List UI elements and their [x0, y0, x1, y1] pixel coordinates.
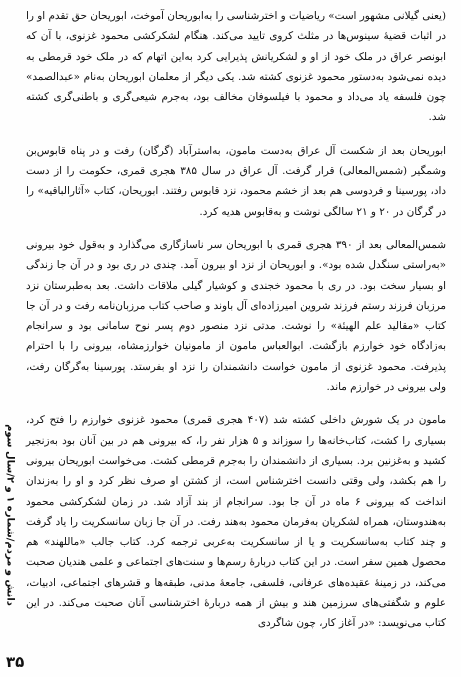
running-footer-strip	[2, 390, 18, 640]
paragraph-3: شمس‌المعالی بعد از ۳۹۰ هجری قمری با ابوریحان سر ناسازگاری می‌گذارد و به‌قول خود بیرونی «به‌راستی سنگدل شده بود». و ابوریحان از نزد او بیرون آمد. چندی در ری بود و در آن جا زندگی او بسیار سخت بود. در ری با محمود خجندی و کوشیار گیلی ملاقات داشت. بعد به‌طبرستان نزد مرزبان فرزند رستم فرزند شروین امیرزاده‌ای آل باوند و صاحب کتاب مرزبان‌نامه رفت و در آن جا کتاب «مقالید علم الهیئة» را نوشت. مدتی نزد منصور دوم پسر نوح سامانی بود و سرانجام به‌زادگاه خود خوارزم بازگشت. ابوالعباس مامون از مامونیان خوارزمشاه، بیرونی را با احترام پذیرفت. محمود غزنوی از مامون خواست دانشمندان را نزد او بفرستد. پورسینا به‌گرگان رفت، ولی بیرونی در خوارزم ماند.	[26, 238, 446, 394]
paragraph-2: ابوریحان بعد از شکست آل عراق به‌دست مامون، به‌استرآباد (گرگان) رفت و در پناه قابوس‌بن وشمگیر (شمس‌المعالی) قرار گرفت. آل عراق در سال ۳۸۵ هجری قمری، حکومت را از دست داد، پورسینا و فردوسی هم بعد از خشم محمود، نزد قابوس رفتند. ابوریحان، کتاب «آثارالباقیه» را در گرگان در ۲۰ و ۲۱ سالگی نوشت و به‌قابوس هدیه کرد.	[26, 144, 446, 218]
paragraph-1: (یعنی گیلانی مشهور است» ریاضیات و اخترشناسی را به‌ابوریحان آموخت، ابوریحان حق تقدم او را در اثبات قضیهٔ سینوس‌ها در مثلث کروی تایید می‌کند. هنگام لشکرکشی محمود غزنوی، با آن که ابونصر عراق در ملک خود از او و لشکریانش پذیرایی کرد به‌این اتهام که در ملک خود قرمطی به دیده نمی‌شود به‌دستور محمود غزنوی کشته شد. یکی دیگر از معلمان ابوریحان به‌نام «عبدالصمد» چون فلسفه یاد می‌داد و محمود با فیلسوفان مخالف بود، به‌جرم شیعی‌گری و باطنی‌گری کشته شد.	[26, 10, 446, 124]
paragraph-4: مامون در یک شورش داخلی کشته شد (۴۰۷ هجری قمری) محمود غزنوی خوارزم را فتح کرد، بسیاری را کشت، کتاب‌خانه‌ها را سوزاند و ۵ هزار نفر را، که بیرونی هم در بین آنان بود به‌زنجیر کشید و به‌غزنین برد. بسیاری از دانشمندان را به‌جرم قرمطی کشت. می‌خواست ابوریحان بیرونی را هم بکشد، ولی وقتی دانست اخترشناس است، از کشتن او صرف نظر کرد و او را به‌زندان انداخت که بیرونی ۶ ماه در آن جا بود. سرانجام از بند آزاد شد. در زمان لشکرکشی محمود به‌هندوستان، همراه لشکریان به‌فرمان محمود به‌هند رفت. در آن جا زبان سانسکریت را یاد گرفت و چند کتاب به‌سانسکریت و یا از سانسکریت به‌عربی ترجمه کرد. کتاب جالب «ماللهند» هم محصول همین سفر است. در این کتاب دربارهٔ رسم‌ها و سنت‌های اجتماعی و علمی هندیان صحبت می‌کند، در زمینهٔ عقیده‌های عرفانی، فلسفی، جامعهٔ مدنی، طبقه‌ها و قشرهای اجتماعی، ادبیات، علوم و شگفتی‌های سرزمین هند و بیش از همه دربارهٔ اخترشناسی آنان صحبت می‌کند. در این کتاب می‌نویسد: «در آغاز کار، چون شاگردی	[26, 414, 447, 630]
article-body	[26, 6, 446, 634]
page-number: ۳۵	[6, 653, 25, 671]
journal-issue-label: دانش و مردم/شماره ۱ و ۲/سال سوم	[4, 424, 16, 606]
